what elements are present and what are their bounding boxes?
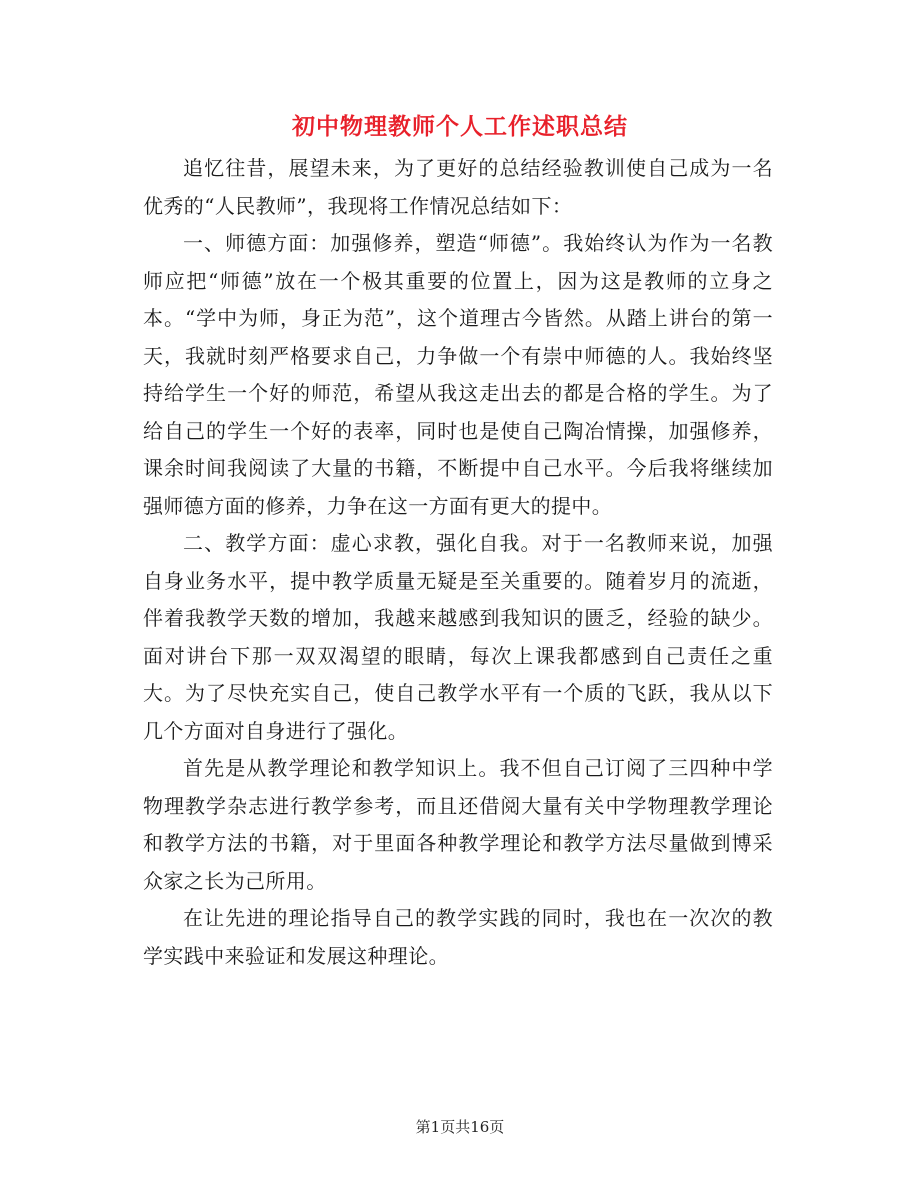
paragraph-theory: 首先是从教学理论和教学知识上。我不但自己订阅了三四种中学物理教学杂志进行教学参考，而且还借阅大量有关中学物理教学理论和教学方法的书籍，对于里面各种教学理论和教学方法尽量做到博采众家之长为己所用。 — [143, 756, 773, 893]
paragraph-intro: 追忆往昔，展望未来，为了更好的总结经验教训使自己成为一名优秀的“人民教师”，我现将工作情况总结如下： — [143, 156, 773, 218]
document-title: 初中物理教师个人工作述职总结 — [292, 113, 628, 140]
paragraph-ethics: 一、师德方面：加强修养，塑造“师德”。我始终认为作为一名教师应把“师德”放在一个极其重要的位置上，因为这是教师的立身之本。“学中为师，身正为范”，这个道理古今皆然。从踏上讲台的第一天，我就时刻严格要求自己，力争做一个有崇中师德的人。我始终坚持给学生一个好的师范，希望从我这走出去的都是合格的学生。为了给自己的学生一个好的表率，同时也是使自己陶冶情操，加强修养，课余时间我阅读了大量的书籍，不断提中自己水平。今后我将继续加强师德方面的修养，力争在这一方面有更大的提中。 — [143, 231, 773, 518]
paragraph-teaching: 二、教学方面：虚心求教，强化自我。对于一名教师来说，加强自身业务水平，提中教学质量无疑是至关重要的。随着岁月的流逝，伴着我教学天数的增加，我越来越感到我知识的匮乏，经验的缺少。面对讲台下那一双双渴望的眼睛，每次上课我都感到自己责任之重大。为了尽快充实自己，使自己教学水平有一个质的飞跃，我从以下几个方面对自身进行了强化。 — [143, 531, 773, 743]
page-number-footer: 第1页共16页 — [415, 1118, 505, 1136]
paragraph-practice: 在让先进的理论指导自己的教学实践的同时，我也在一次次的教学实践中来验证和发展这种理论。 — [143, 906, 773, 968]
document-body — [143, 150, 773, 975]
